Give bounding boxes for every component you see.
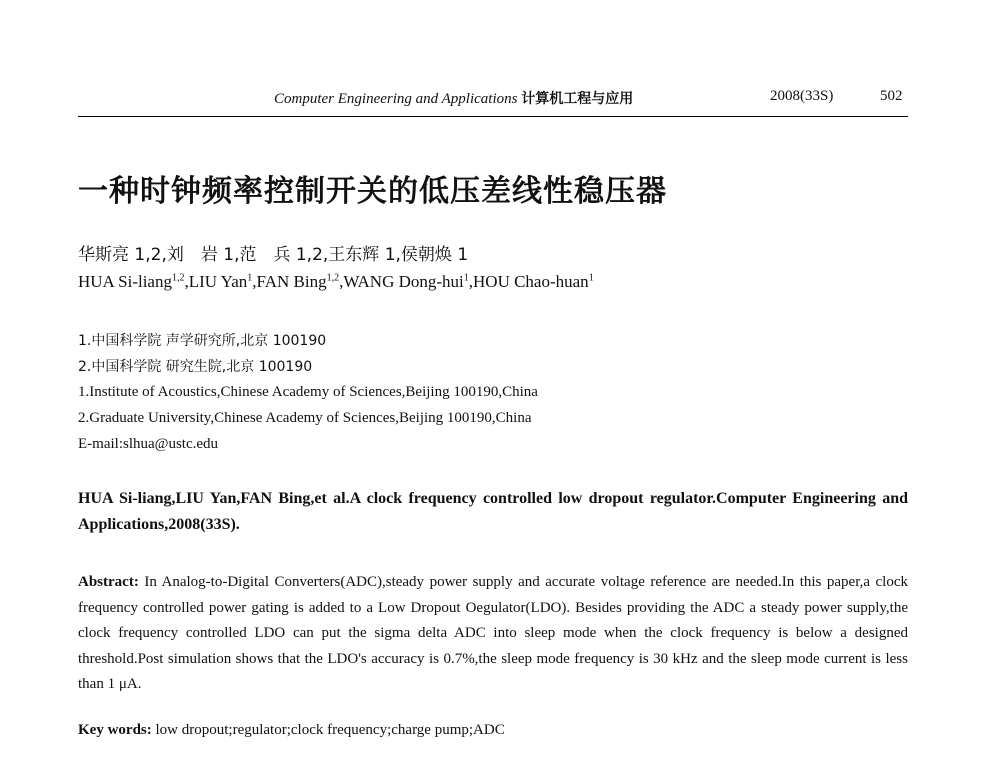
authors-english bbox=[78, 272, 594, 292]
header-rule bbox=[78, 116, 908, 117]
affiliation-en-1: 1.Institute of Acoustics,Chinese Academy of Sciences,Beijing 100190,China bbox=[78, 384, 538, 400]
author-name: ,FAN Bing bbox=[252, 272, 327, 291]
author-affil-mark: 1 bbox=[588, 272, 594, 284]
year-issue: 2008(33S) bbox=[770, 88, 834, 104]
journal-name-cn: 计算机工程与应用 bbox=[521, 91, 634, 107]
author-name: ,HOU Chao-huan bbox=[468, 272, 589, 291]
affiliation-en-2: 2.Graduate University,Chinese Academy of Sciences,Beijing 100190,China bbox=[78, 410, 532, 426]
author-name: HUA Si-liang bbox=[78, 272, 172, 291]
keywords-text: low dropout;regulator;clock frequency;charge pump;ADC bbox=[155, 722, 505, 738]
affiliation-cn-2: 2.中国科学院 研究生院,北京 100190 bbox=[78, 359, 313, 375]
abstract bbox=[78, 570, 908, 698]
author-name: ,LIU Yan bbox=[184, 272, 248, 291]
journal-name-en: Computer Engineering and Applications bbox=[274, 91, 518, 107]
running-header bbox=[270, 88, 918, 114]
abstract-text: In Analog-to-Digital Converters(ADC),steady power supply and accurate voltage reference are needed.In this paper,a clock frequency controlled power gating is added to a Low Dropout Oegulator(LDO). Besides providing the ADC a steady power supply,the clock frequency controlled LDO can put the sigma delta ADC into sleep mode when the clock frequency is below a designed threshold.Post simulation shows that the LDO's accuracy is 0.7%,the sleep mode frequency is 30 kHz and the sleep mode current is less than 1 μA. bbox=[78, 574, 909, 692]
author-affil-mark: 1,2 bbox=[171, 272, 185, 284]
author-affil-mark: 1 bbox=[463, 272, 469, 284]
email: E-mail:slhua@ustc.edu bbox=[78, 436, 219, 452]
journal-name bbox=[274, 88, 633, 108]
keywords bbox=[78, 722, 505, 739]
affiliation-cn-1: 1.中国科学院 声学研究所,北京 100190 bbox=[78, 333, 327, 349]
paper-title: 一种时钟频率控制开关的低压差线性稳压器 bbox=[78, 174, 667, 209]
page-number: 502 bbox=[880, 88, 903, 104]
authors-chinese: 华斯亮 1,2,刘 岩 1,范 兵 1,2,王东辉 1,侯朝焕 1 bbox=[78, 245, 469, 265]
author-affil-mark: 1 bbox=[247, 272, 253, 284]
citation: HUA Si-liang,LIU Yan,FAN Bing,et al.A clock frequency controlled low dropout regulator.Computer Engineering and Applications,2008(33S). bbox=[78, 490, 908, 533]
author-name: ,WANG Dong-hui bbox=[339, 272, 464, 291]
abstract-label: Abstract: bbox=[78, 574, 139, 590]
keywords-label: Key words: bbox=[78, 722, 152, 738]
author-affil-mark: 1,2 bbox=[326, 272, 340, 284]
